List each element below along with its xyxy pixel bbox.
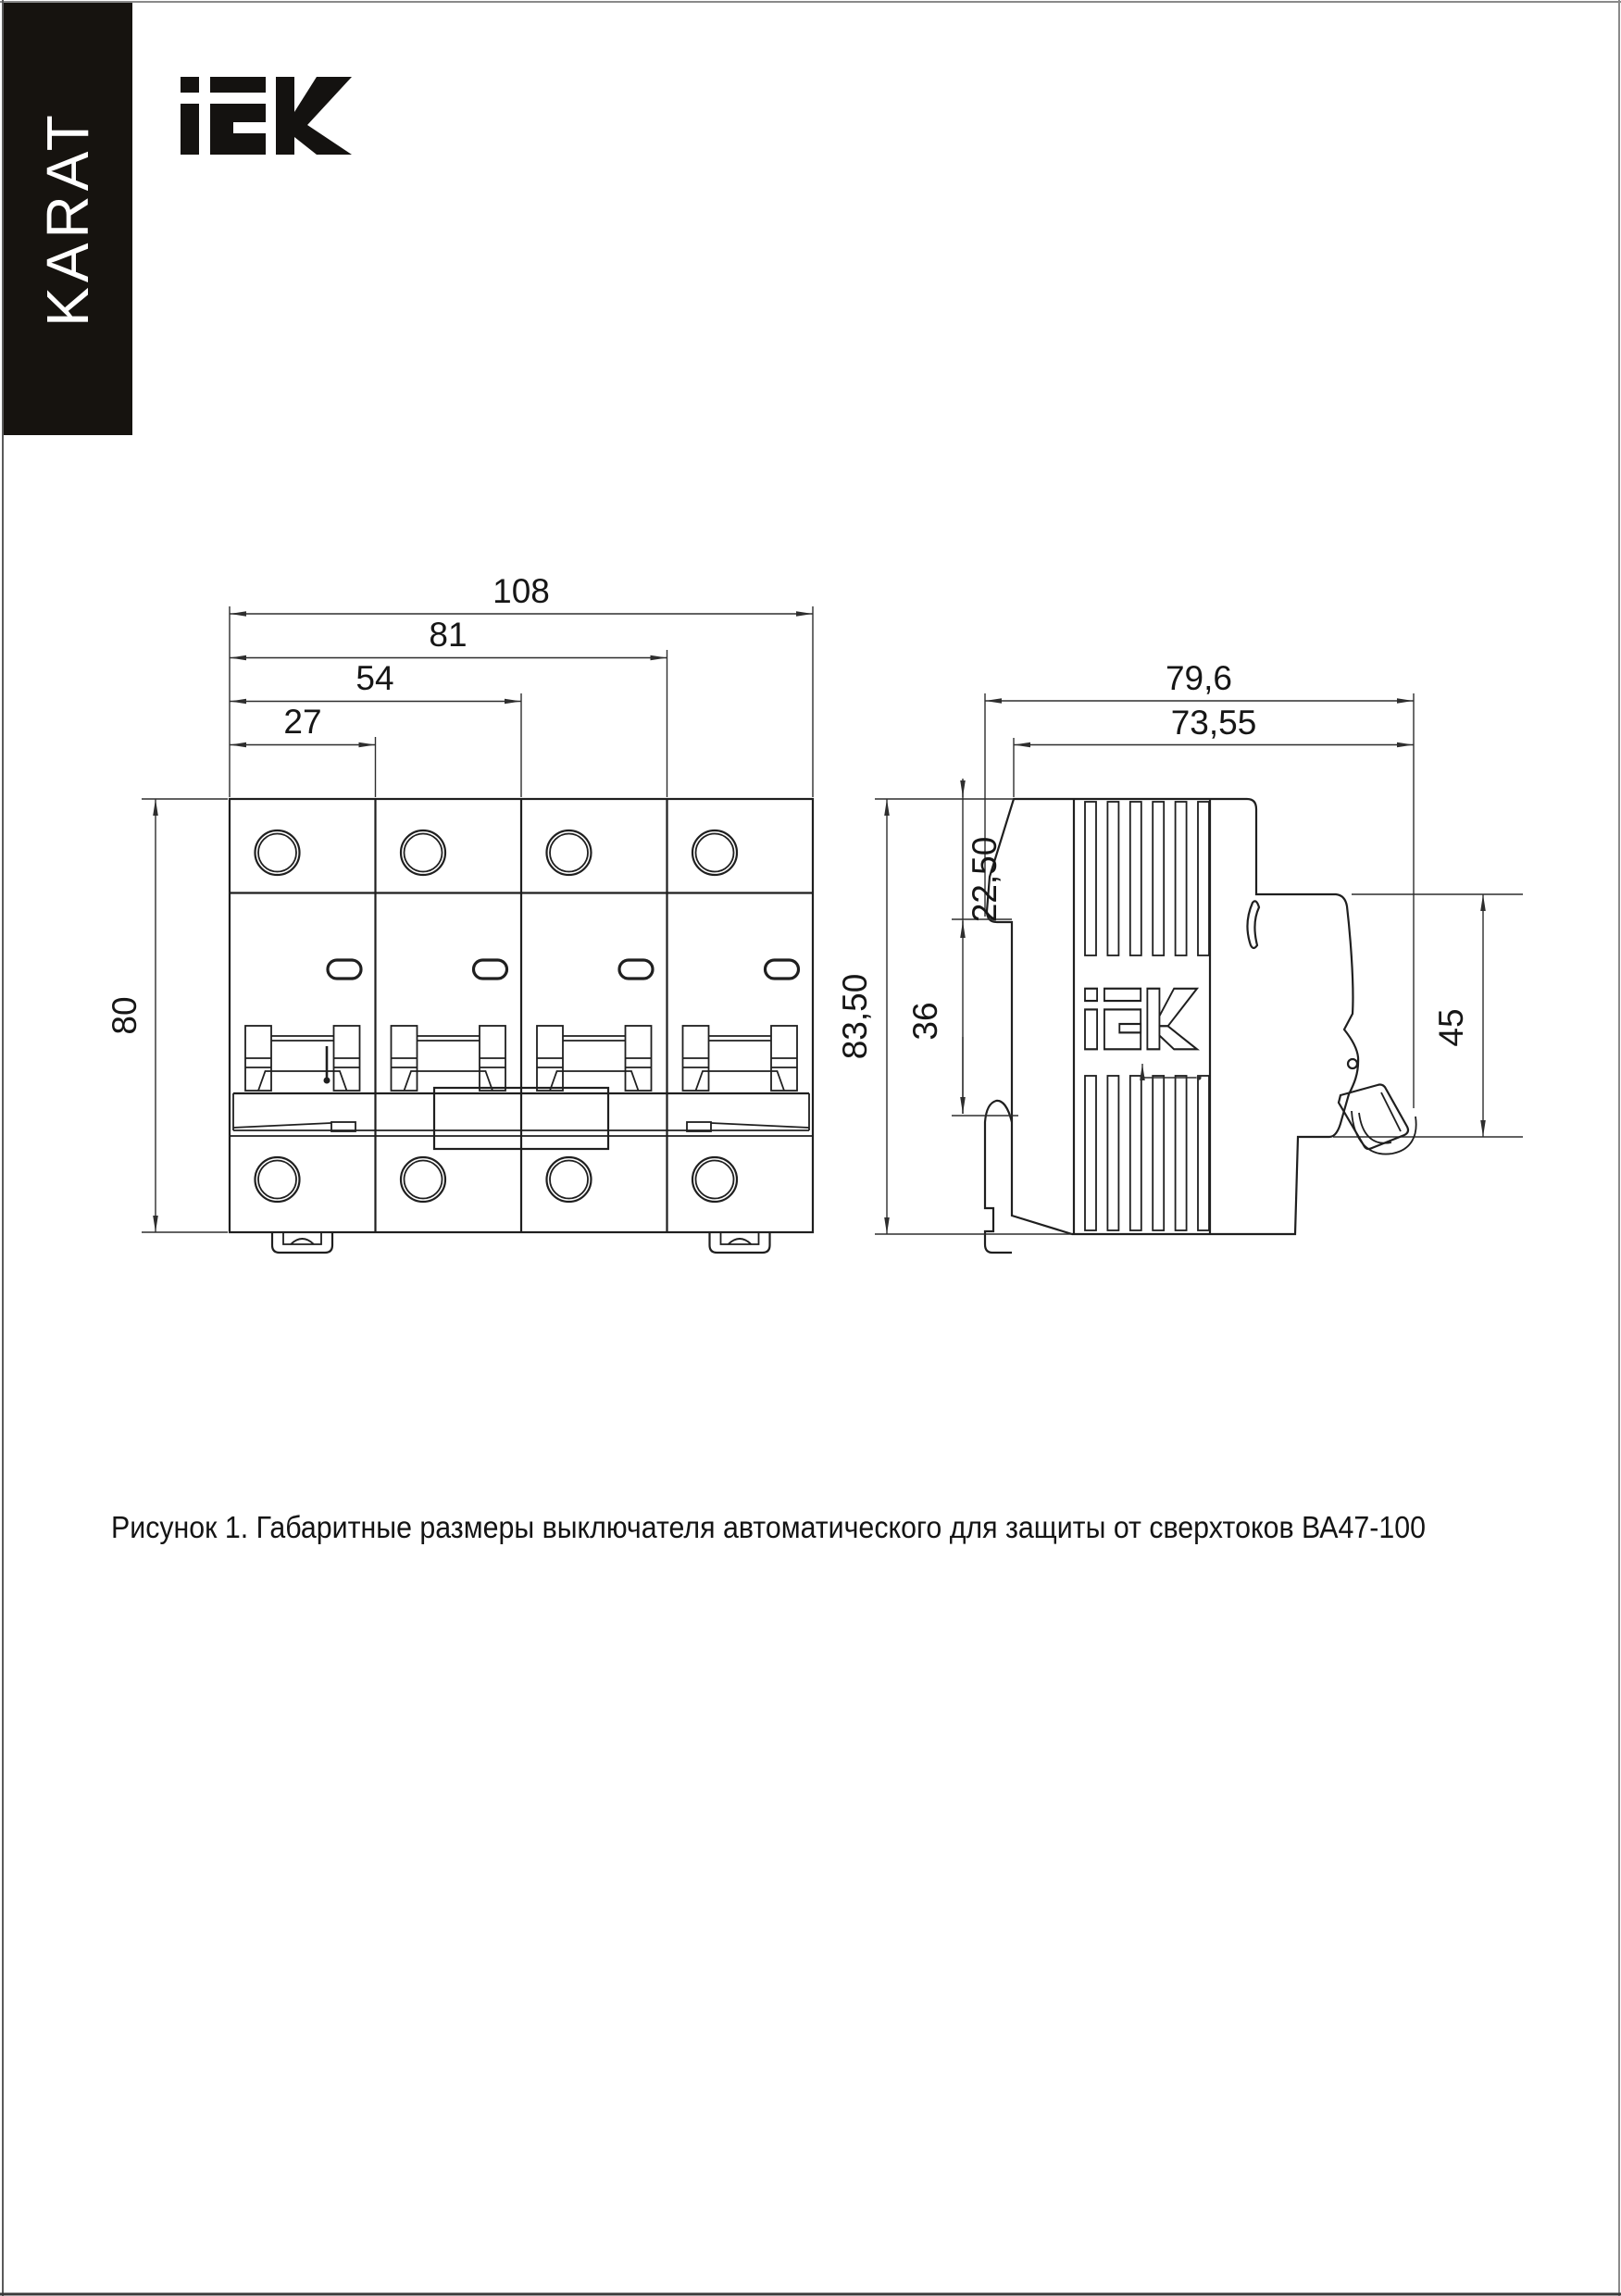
side-leader-marks [1140, 1064, 1201, 1080]
dim-width-three: 81 [429, 616, 468, 654]
side-pivot-hole [1348, 1059, 1357, 1068]
dim-depth-body: 73,55 [1170, 704, 1257, 742]
dim-depth-total: 79,6 [1165, 659, 1233, 697]
side-dimensions [836, 659, 1483, 1234]
dim-side-mid-section: 36 [906, 1002, 944, 1041]
dim-width-one: 27 [283, 703, 322, 741]
front-top-screws [256, 830, 738, 875]
front-din-clips [272, 1232, 770, 1253]
side-crescent-vent [1247, 901, 1259, 948]
dim-side-height-total: 83,50 [836, 973, 874, 1060]
dim-front-height: 80 [106, 996, 143, 1035]
front-indicator-windows [328, 960, 799, 979]
figure-caption: Рисунок 1. Габаритные размеры выключателя автоматического для защиты от сверхтоков ВА47-100 [111, 1510, 1426, 1544]
front-bottom-screws [256, 1157, 738, 1202]
side-iek-logo [1085, 989, 1197, 1050]
side-view [836, 659, 1523, 1253]
side-din-clip [985, 1101, 1012, 1253]
front-dimensions [106, 572, 813, 1232]
iek-logo [181, 77, 352, 155]
dim-side-top-section: 22,50 [966, 836, 1004, 923]
front-view [106, 572, 813, 1253]
side-toggle-lever [1339, 1085, 1416, 1154]
dim-width-total: 108 [493, 572, 550, 610]
karat-label: KARAT [34, 110, 101, 327]
dim-width-two: 54 [355, 659, 394, 697]
dim-side-front-height: 45 [1432, 1008, 1470, 1047]
